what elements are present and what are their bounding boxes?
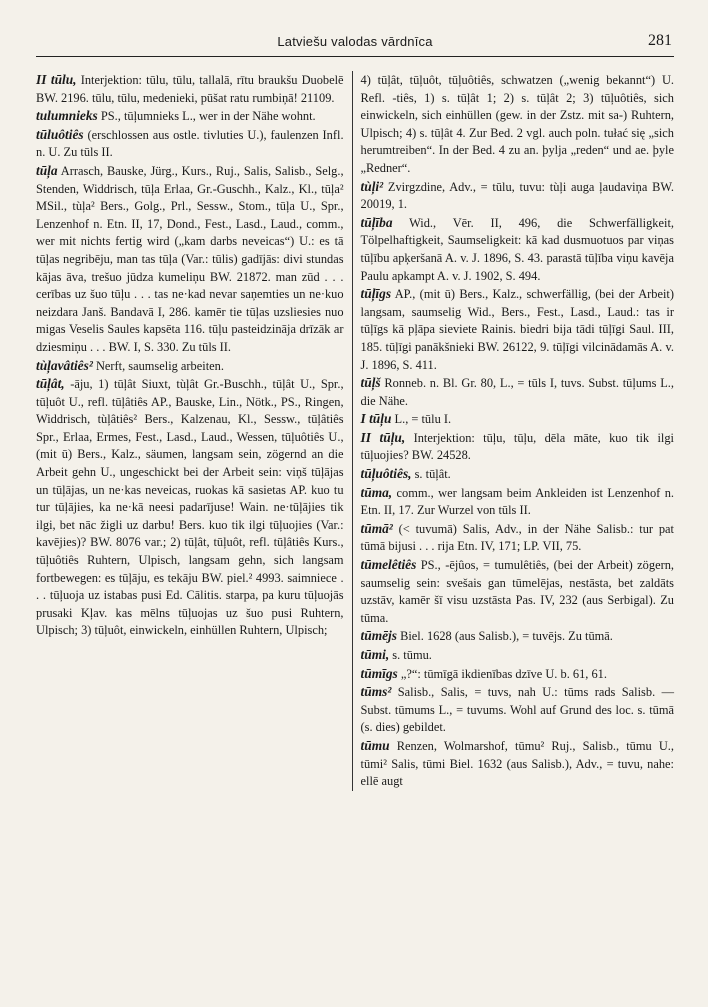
entry-headword: I tūļu <box>360 411 392 427</box>
entry-definition: (erschlossen aus ostle. tivluties U.), faulenzen Infl. n. U. Zu tūls II. <box>36 127 344 160</box>
entry-headword: tūmelêtiês <box>360 557 417 573</box>
dictionary-entry <box>36 375 344 640</box>
entry-definition: Salisb., Salis, = tuvs, nah U.: tūms rads Salisb. — Subst. tūmums L., = tuvums. Wohl auf Grund des loc. s. tūmā (s. dies) gebildet. <box>360 685 674 735</box>
entry-definition: (< tuvumā) Salis, Adv., in der Nähe Salisb.: tur pat tūmā bijusi . . . rija Etn. IV, 171; LP. VII, 75. <box>360 521 674 554</box>
dictionary-entry <box>361 484 674 520</box>
dictionary-entry <box>361 214 674 285</box>
entry-headword: II tūļu, <box>360 429 406 445</box>
entry-headword: tūmējs <box>360 628 397 644</box>
entry-headword: tùļavâtiês² <box>36 357 93 373</box>
dictionary-entry <box>361 429 674 465</box>
entry-definition: Arrasch, Bauske, Jürg., Kurs., Ruj., Salis, Salisb., Selg., Stenden, Widdrisch, tūļa Erlaa, Gr.-Guschh., Kalz., Kl., tūļa² MSil., tùļa² Bers., Golg., Prl., Sessw., Stom., tūļa U., Spr., Lenzenhof n. Etn. II, 17, Dond., Fest., Lasd., Laud., comm., wer mit nichts fertig wird („kam darbs neveicas“) U.: es tā tūļas negribēju, man tas tūļa (Var.: tūlis) gadījās: divi stundas kājas āva, trešuo jūdza kumeliņu BW. 21872. man zūd . . . cerības uz šuo tūļu . . . tas ne·kad nevar saņemties un ne·kuo neizdara Janš. Bandavā I, 286. kamēr tie tūļas uzsliesies nuo migas Veselis Saules kapsēta 116. tūļu pasteidzināja drīzāk ar dziesmiņu . . . BW. I, S. 330. Zu tūls II. <box>36 163 344 354</box>
column-divider <box>352 71 353 791</box>
entry-definition: AP., (mit ū) Bers., Kalz., schwerfällig, (bei der Arbeit) langsam, saumselig Wid., Bers., Fest., Lasd., Laud.: tas ir tūļīgs kā pļāpa sieviete Rainis. biedri bija tādi tūļīgi Saul. III, 185. tūļīgi panākšnieki BW. 26122, 9. tūļīgi vilcinādamās A. v. J. 1896, S. 411. <box>360 287 674 372</box>
right-column <box>361 71 674 791</box>
dictionary-entry <box>361 646 674 665</box>
entry-definition: „?“: tūmīgā ikdienības dzīve U. b. 61, 61. <box>397 666 607 681</box>
text-columns <box>36 71 674 791</box>
entry-definition: Zvirgzdine, Adv., = tūlu, tuvu: tùļi auga ļaudaviņa BW. 20019, 1. <box>360 179 674 212</box>
entry-headword: tūluôtiês <box>36 126 84 142</box>
dictionary-entry <box>36 107 344 126</box>
dictionary-entry <box>361 285 674 374</box>
dictionary-entry <box>361 71 674 178</box>
entry-definition: Ronneb. n. Bl. Gr. 80, L., = tūls I, tuvs. Subst. tūļums L., die Nähe. <box>360 376 674 408</box>
entry-definition: PS., -ējûos, = tumulêtiês, (bei der Arbeit) zögern, saumselig sein: svešais gan tūmelējas, nestāsta, bet zaldāts uzstāv, kamēr šī visu uzstāsta Pas. IV, 232 (aus Serbigal). Zu tūma. <box>360 558 674 625</box>
left-column <box>36 71 344 791</box>
entry-headword: tūma, <box>360 484 393 500</box>
dictionary-entry <box>361 520 674 556</box>
entry-definition: Biel. 1628 (aus Salisb.), = tuvējs. Zu tūmā. <box>397 629 613 644</box>
entry-headword: tūms² <box>360 684 392 700</box>
entry-headword: tūļība <box>360 214 393 230</box>
dictionary-entry <box>361 465 674 484</box>
page-header <box>36 30 674 57</box>
entry-definition: Wid., Vēr. II, 496, die Schwerfälligkeit, Tölpelhaftigkeit, Saumseligkeit: kā kad dusmuotuos par viņas tūļību apķeršanā A. v. J. 1896, S. 43. parastā tūļība viņu kavēja Paulu apkampt A. v. J. 1902, S. 494. <box>360 215 674 283</box>
entry-headword: tùļi² <box>360 178 384 194</box>
dictionary-entry <box>36 162 344 357</box>
entry-definition: Interjektion: tūlu, tūlu, tallalā, rītu braukšu Duobelē BW. 2196. tūlu, tūlu, medenieki, pūšat ratu rumbiņā! 21109. <box>36 73 344 105</box>
entry-definition: Nerft, saumselig arbeiten. <box>92 358 224 373</box>
entry-headword: tūmīgs <box>360 665 398 681</box>
entry-definition: comm., wer langsam beim Ankleiden ist Lenzenhof n. Etn. II, 17. Zur Wurzel von tūls II. <box>360 485 674 518</box>
entry-definition: Interjektion: tūļu, tūļu, dēla māte, kuo tik ilgi tūļuojies? BW. 24528. <box>360 430 674 463</box>
running-head: Latviešu valodas vārdnīca <box>277 34 433 49</box>
entry-headword: tūļīgs <box>360 286 392 302</box>
dictionary-entry <box>361 683 674 737</box>
entry-definition: s. tūmu. <box>389 648 432 662</box>
entry-definition: L., = tūlu I. <box>391 412 452 427</box>
entry-headword: tūļa <box>36 162 58 178</box>
dictionary-entry <box>361 737 674 791</box>
dictionary-entry <box>361 410 674 429</box>
dictionary-entry <box>361 556 674 627</box>
entry-headword: tūļuôtiês, <box>360 466 412 482</box>
entry-headword: tūļš <box>360 375 381 391</box>
dictionary-entry <box>36 71 344 107</box>
page-number: 281 <box>648 32 672 49</box>
entry-headword: tūmi, <box>360 647 390 662</box>
dictionary-entry <box>361 374 674 410</box>
entry-definition: Renzen, Wolmarshof, tūmu² Ruj., Salisb., tūmu U., tūmi² Salis, tūmi Biel. 1632 (aus Salisb.), Adv., = tuvu, nahe: ellē augt <box>360 738 674 789</box>
dictionary-entry <box>361 178 674 214</box>
dictionary-entry <box>36 126 344 162</box>
entry-headword: tūmu <box>360 737 390 753</box>
entry-definition: s. tūļât. <box>411 467 451 482</box>
entry-headword: tulumnieks <box>36 108 98 124</box>
entry-definition: 4) tūļât, tūļuôt, tūļuôtiês, schwatzen („wenig bekannt“) U. Refl. -tiês, 1) s. tūļât 1; 2) s. tūļât 2; 3) tūļuôtiês, sich einwickeln, sich einhüllen (gew. in der Zstz. mit sa-) Ruhtern, Ulpisch; 4) s. tūļât 4. Zur Bed. 2 vgl. auch poln. tułać się „sich herumtreiben“. In der Bed. 4 zu an. þylja „reden“ und ae. þyle „Redner“. <box>360 73 674 175</box>
entry-definition: -āju, 1) tūļât Siuxt, tùļât Gr.-Buschh., tūļât U., Spr., tūļuôt U., refl. tūļâtiês AP., Bauske, Lin., Nötk., PS., Ringen, Widdrisch, tùļâtiês² Bers., Kalzenau, Kl., Sessw., tūļâtiês Spr., Erlaa, Ermes, Fest., Lasd., Laud., Wessen, tūļuôtiês U., (mit ū) Bers., Kalz., säumen, langsam sein, zögernd an die Arbeit gehn U., ungeschickt bei der Arbeit sein: viņš tūļājas un tūļājas, un ne·kas neveicas, ruokas kā sasietas AP. kuo tu tur tūļājies, ka ne·kā neesi padarījuse! Wain. ne·tūļājies tik ilgi, bet nāc žigli uz darbu! Bers. kuo tik ilgi tūļuojies (Var.: kavējies)? BW. 8076 var.; 2) tūļât, tūļuôt, refl. tūļâtiês Kurs., tūļuôtiês Ruhtern, Ulpisch, langsam gehn, sich langsam fortbewegen: es tūļāju, es tekāju BW. piel.² 4993. saimniece . . . tūļuoja uz istabas pusi Ed. Cālitis. starpa, pa kuru tūļuojās prusaki Kļav. kas mēlns tūļuojas uz šuo pusi Ruhtern, Ulpisch; 3) tūļuôt, einwickeln, einhüllen Ruhtern, Ulpisch; <box>36 377 344 638</box>
dictionary-entry <box>36 357 344 376</box>
entry-definition: PS., tūļumnieks L., wer in der Nähe wohnt. <box>97 109 316 124</box>
entry-headword: tūļât, <box>36 376 65 392</box>
dictionary-entry <box>361 627 674 646</box>
entry-headword: tūmā² <box>360 520 393 536</box>
dictionary-entry <box>361 665 674 684</box>
entry-headword: II tūlu, <box>36 72 77 87</box>
